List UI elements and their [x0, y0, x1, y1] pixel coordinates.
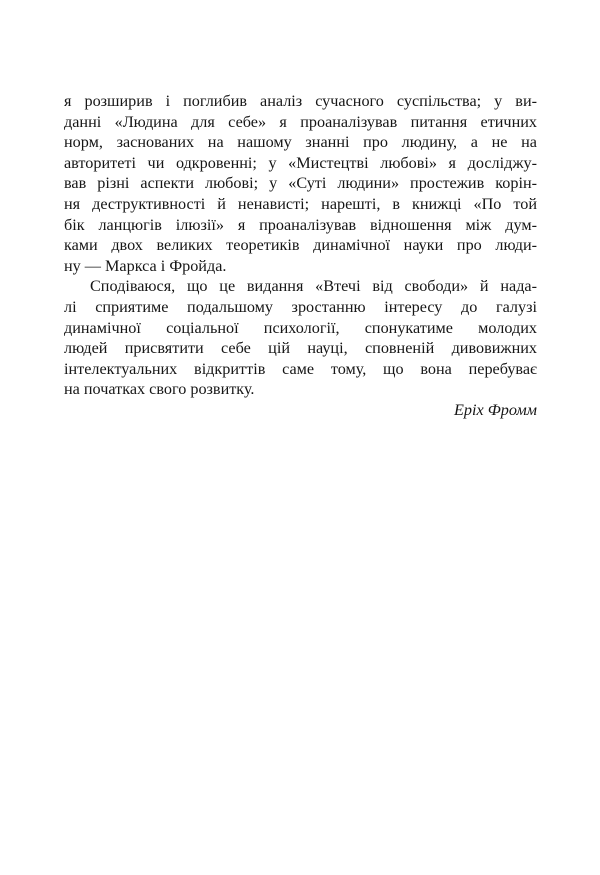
text-line: норм, заснованих на нашому знанні про людину, а не на: [64, 133, 537, 152]
text-line: я розширив і поглибив аналіз сучасного суспільства; у ви-: [64, 92, 537, 110]
text-line: людей присвятити себе цій науці, сповненій дивовижних: [64, 339, 537, 358]
text-line: ня деструктивності й ненависті; нарешті, в книжці «По той: [64, 194, 537, 213]
text-line: Сподіваюся, що це видання «Втечі від свободи» й нада-: [90, 277, 537, 296]
text-line: динамічної соціальної психології, спонукатиме молодих: [64, 318, 537, 337]
text-line: ну — Маркса і Фройда.: [64, 256, 227, 275]
text-line: бік ланцюгів ілюзії» я проаналізував відношення між дум-: [64, 215, 537, 234]
text-line: інтелектуальних відкриттів саме тому, що вона перебуває: [64, 359, 537, 378]
paragraph: [64, 276, 537, 400]
text-line: на початках свого розвитку.: [64, 380, 255, 399]
paragraph-continuation: [64, 91, 537, 276]
text-line: данні «Людина для себе» я проаналізував питання етичних: [64, 112, 537, 131]
text-line: лі сприятиме подальшому зростанню інтересу до галузі: [64, 297, 537, 316]
text-block: [64, 91, 537, 421]
text-line: ками двох великих теоретиків динамічної науки про люди-: [64, 236, 537, 255]
author-signature: Еріх Фромм: [454, 400, 537, 419]
text-line: авторитеті чи одкровенні; у «Мистецтві любові» я досліджу-: [64, 153, 537, 172]
text-line: вав різні аспекти любові; у «Суті людини» простежив корін-: [64, 174, 537, 193]
